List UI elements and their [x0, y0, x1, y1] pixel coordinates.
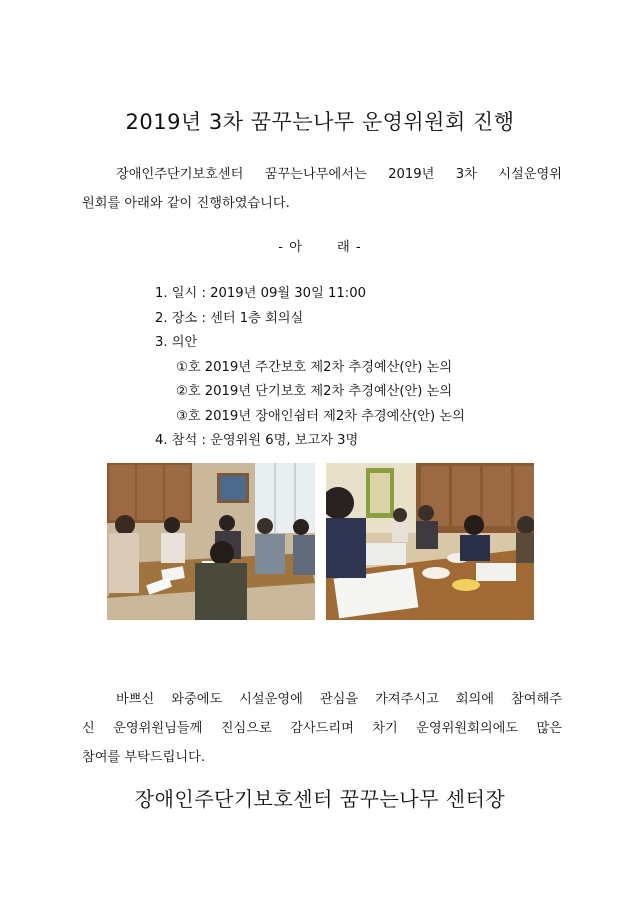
intro-line-2: 원회를 아래와 같이 진행하였습니다.: [82, 196, 290, 211]
list-item-date: 1. 일시 : 2019년 09월 30일 11:00: [155, 286, 366, 301]
list-item-attendance: 4. 참석 : 운영위원 6명, 보고자 3명: [155, 433, 359, 448]
meeting-photo-2: [326, 463, 534, 620]
document-title: 2019년 3차 꿈꾸는나무 운영위원회 진행: [125, 110, 515, 134]
details-list: [155, 282, 465, 454]
closing-paragraph: [82, 685, 562, 772]
signature: 장애인주단기보호센터 꿈꾸는나무 센터장: [134, 787, 506, 811]
notice-left: - 아: [278, 240, 303, 255]
meeting-photo-1: [107, 463, 315, 620]
notice-right: 래 -: [337, 240, 362, 255]
closing-line-3: 참여를 부탁드립니다.: [82, 750, 206, 765]
closing-line-1: 바쁘신 와중에도 시설운영에 관심을 가져주시고 회의에 참여해주: [116, 692, 562, 707]
closing-line-2: 신 운영위원님들께 진심으로 감사드리며 차기 운영위원회의에도 많은: [82, 721, 562, 736]
list-item-place: 2. 장소 : 센터 1층 회의실: [155, 310, 304, 326]
intro-paragraph: [82, 160, 562, 218]
intro-line-1: 장애인주단기보호센터 꿈꾸는나무에서는 2019년 3차 시설운영위: [116, 167, 562, 182]
agenda-item-2: ②호 2019년 단기보호 제2차 추경예산(안) 논의: [176, 384, 453, 399]
agenda-item-1: ①호 2019년 주간보호 제2차 추경예산(안) 논의: [176, 359, 453, 375]
list-item-agenda: 3. 의안: [155, 335, 198, 350]
agenda-item-3: ③호 2019년 장애인쉼터 제2차 추경예산(안) 논의: [176, 408, 465, 424]
notice-heading: [0, 236, 640, 255]
